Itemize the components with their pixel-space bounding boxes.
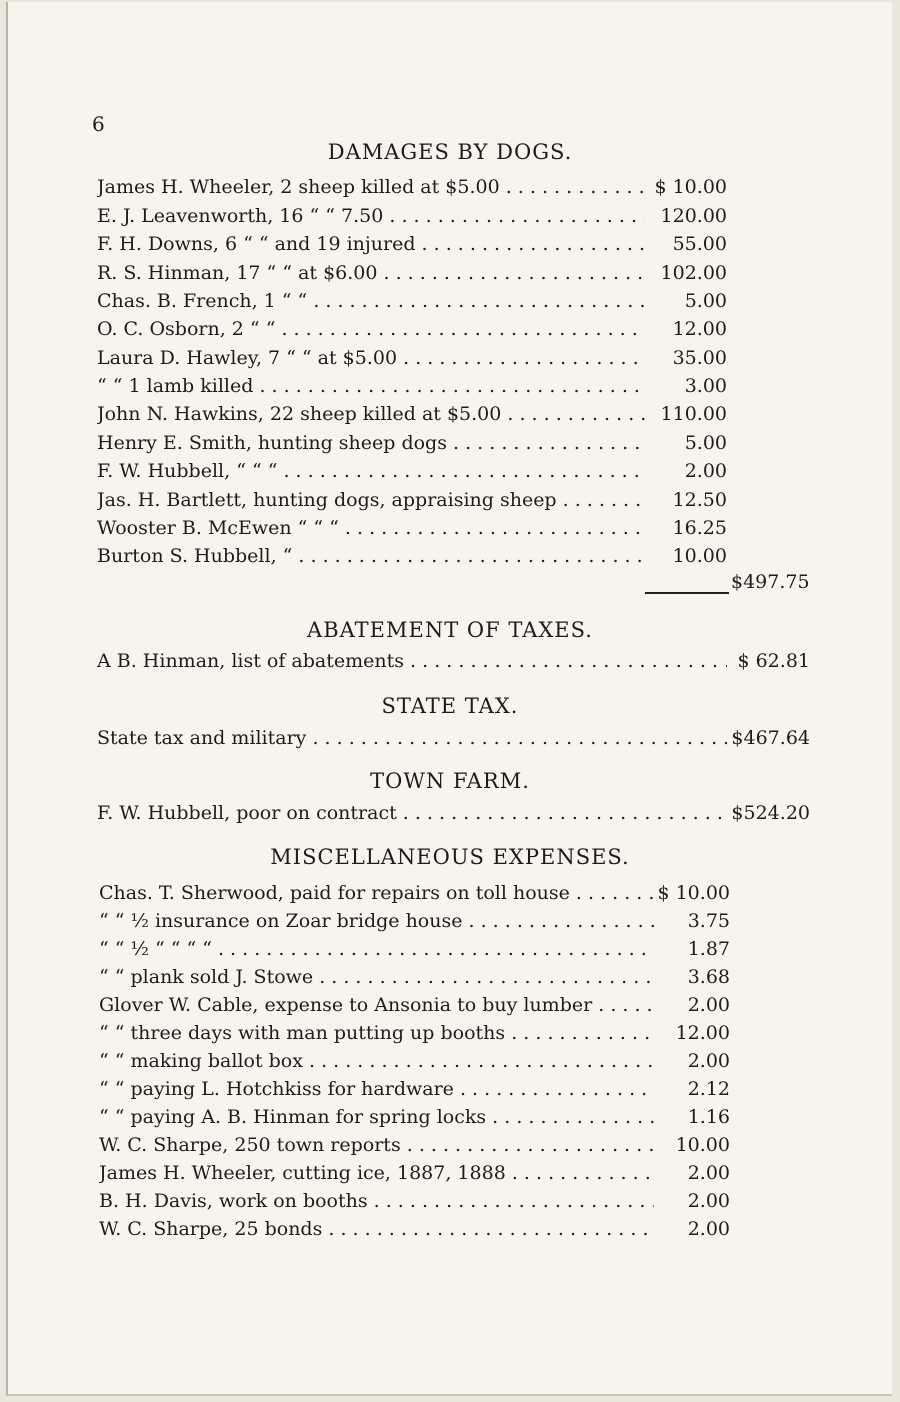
entry-text: A B. Hinman, list of abatements . . .: [97, 650, 727, 672]
abatement-heading: ABATEMENT OF TAXES.: [307, 618, 593, 642]
entry-text: State tax and military . . .: [97, 727, 727, 749]
entry-amount: 35.00: [672, 347, 727, 369]
entry-amount: 12.00: [675, 1022, 730, 1044]
page-number: 6: [92, 112, 105, 136]
entry-amount: 3.68: [687, 966, 730, 988]
entry-amount: $467.64: [731, 727, 810, 749]
list-item: [97, 517, 727, 545]
entry-text: F. W. Hubbell, “ “ “ . . .: [97, 460, 645, 482]
list-item: [99, 1106, 730, 1134]
list-item: [97, 290, 727, 318]
list-item: [97, 403, 727, 431]
list-item: [99, 1190, 730, 1218]
entry-text: F. W. Hubbell, poor on contract . . .: [97, 802, 727, 824]
entry-amount: 10.00: [675, 1134, 730, 1156]
list-item: [97, 432, 727, 460]
list-item: [97, 545, 727, 573]
entry-text: James H. Wheeler, cutting ice, 1887, 1888 . . .: [99, 1162, 654, 1184]
list-item: [99, 994, 730, 1022]
entry-amount: $ 10.00: [657, 882, 730, 904]
list-item: [99, 1078, 730, 1106]
entry-text: Chas. B. French, 1 “ “ . . .: [97, 290, 645, 312]
entry-amount: $ 62.81: [737, 650, 810, 672]
entry-amount: 16.25: [672, 517, 727, 539]
entry-text: O. C. Osborn, 2 “ “ . . .: [97, 318, 645, 340]
entry-text: W. C. Sharpe, 25 bonds . . .: [99, 1218, 654, 1240]
entry-text: John N. Hawkins, 22 sheep killed at $5.00 . . .: [97, 403, 645, 425]
entry-amount: 2.00: [687, 1162, 730, 1184]
misc-heading: MISCELLANEOUS EXPENSES.: [270, 845, 630, 869]
entry-text: “ “ paying A. B. Hinman for spring locks . . .: [99, 1106, 654, 1128]
list-item: [99, 938, 730, 966]
list-item: [99, 1022, 730, 1050]
entry-text: R. S. Hinman, 17 “ “ at $6.00 . . .: [97, 262, 645, 284]
entry-text: Wooster B. McEwen “ “ “ . . .: [97, 517, 645, 539]
list-item: [97, 489, 727, 517]
entry-text: W. C. Sharpe, 250 town reports . . .: [99, 1134, 654, 1156]
entry-amount: $ 10.00: [654, 176, 727, 198]
entry-amount: 2.12: [687, 1078, 730, 1100]
entry-amount: 3.00: [684, 375, 727, 397]
entry-text: B. H. Davis, work on booths . . .: [99, 1190, 654, 1212]
entry-amount: 3.75: [687, 910, 730, 932]
entry-amount: 1.16: [687, 1106, 730, 1128]
list-item: [97, 347, 727, 375]
entry-text: Glover W. Cable, expense to Ansonia to buy lumber . . .: [99, 994, 654, 1016]
entry-text: F. H. Downs, 6 “ “ and 19 injured . . .: [97, 233, 645, 255]
entry-text: E. J. Leavenworth, 16 “ “ 7.50 . . .: [97, 205, 645, 227]
entry-text: Chas. T. Sherwood, paid for repairs on toll house . . .: [99, 882, 654, 904]
entry-amount: 110.00: [660, 403, 727, 425]
entry-amount: 102.00: [660, 262, 727, 284]
list-item: [97, 375, 727, 403]
list-item: [99, 1134, 730, 1162]
entry-amount: 2.00: [687, 1050, 730, 1072]
list-item: [97, 176, 727, 204]
entry-text: Burton S. Hubbell, “ . . .: [97, 545, 645, 567]
total-rule: [645, 592, 729, 594]
entry-text: Henry E. Smith, hunting sheep dogs . . .: [97, 432, 645, 454]
entry-text: Jas. H. Bartlett, hunting dogs, appraising sheep . . .: [97, 489, 645, 511]
entry-text: “ “ making ballot box . . .: [99, 1050, 654, 1072]
entry-amount: 5.00: [684, 432, 727, 454]
entry-amount: 55.00: [672, 233, 727, 255]
entry-amount: 2.00: [687, 1218, 730, 1240]
entry-amount: $524.20: [731, 802, 810, 824]
entry-text: James H. Wheeler, 2 sheep killed at $5.00 . . .: [97, 176, 645, 198]
entry-text: “ “ ½ “ “ “ “ . . .: [99, 938, 654, 960]
entry-text: “ “ 1 lamb killed . . .: [97, 375, 645, 397]
list-item: [99, 1050, 730, 1078]
list-item: [99, 1162, 730, 1190]
list-item: [99, 882, 730, 910]
entry-text: “ “ plank sold J. Stowe . . .: [99, 966, 654, 988]
list-item: [97, 650, 810, 678]
dogs-total: $497.75: [731, 571, 810, 593]
entry-amount: 5.00: [684, 290, 727, 312]
entry-amount: 12.50: [672, 489, 727, 511]
entry-amount: 1.87: [687, 938, 730, 960]
list-item: [97, 727, 810, 755]
entry-text: Laura D. Hawley, 7 “ “ at $5.00 . . .: [97, 347, 645, 369]
entry-amount: 2.00: [687, 994, 730, 1016]
list-item: [97, 802, 810, 830]
list-item: [99, 1218, 730, 1246]
entry-amount: 10.00: [672, 545, 727, 567]
dogs-heading: DAMAGES BY DOGS.: [327, 140, 573, 164]
entry-amount: 2.00: [687, 1190, 730, 1212]
state-tax-heading: STATE TAX.: [381, 694, 519, 718]
list-item: [97, 460, 727, 488]
entry-amount: 120.00: [660, 205, 727, 227]
list-item: [97, 205, 727, 233]
entry-amount: 2.00: [684, 460, 727, 482]
list-item: [99, 966, 730, 994]
entry-text: “ “ three days with man putting up booths . . .: [99, 1022, 654, 1044]
list-item: [97, 262, 727, 290]
list-item: [99, 910, 730, 938]
list-item: [97, 318, 727, 346]
entry-text: “ “ ½ insurance on Zoar bridge house . . .: [99, 910, 654, 932]
list-item: [97, 233, 727, 261]
entry-text: “ “ paying L. Hotchkiss for hardware . . .: [99, 1078, 654, 1100]
entry-amount: 12.00: [672, 318, 727, 340]
town-farm-heading: TOWN FARM.: [370, 769, 530, 793]
